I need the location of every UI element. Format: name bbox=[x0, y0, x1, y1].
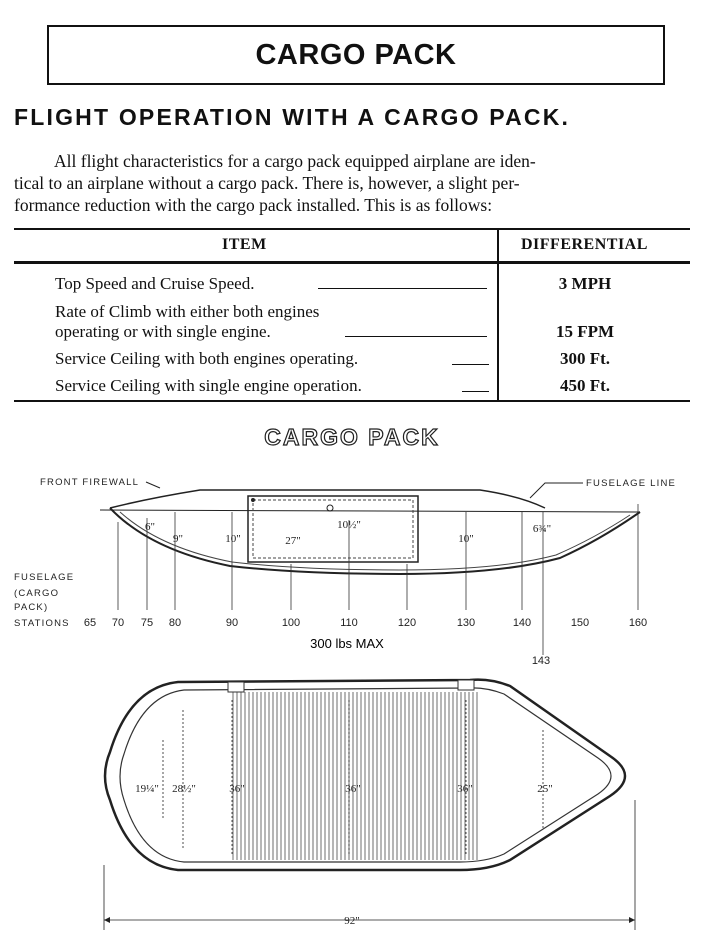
table-header-rule bbox=[14, 261, 690, 264]
table-row-item: Service Ceiling with single engine operation. bbox=[55, 376, 362, 395]
leader-line bbox=[452, 364, 489, 365]
table-row-value: 450 Ft. bbox=[559, 376, 611, 395]
leader-line bbox=[318, 288, 487, 289]
diagram-title: CARGO PACK bbox=[264, 424, 440, 450]
station-number: 75 bbox=[140, 617, 154, 629]
width-dimension: 28½" bbox=[172, 783, 196, 795]
side-dimension: 6" bbox=[145, 521, 155, 533]
table-row-item-continued: operating or with single engine. bbox=[55, 322, 271, 341]
side-dimension: 10" bbox=[458, 533, 474, 545]
width-dimension: 19¼" bbox=[135, 783, 159, 795]
station-number: 100 bbox=[281, 617, 301, 629]
fuselage-line-label: FUSELAGE LINE bbox=[586, 478, 677, 489]
table-row-value: 3 MPH bbox=[558, 274, 612, 293]
table-top-rule bbox=[14, 228, 690, 230]
front-firewall-label: FRONT FIREWALL bbox=[40, 477, 140, 488]
side-dimension: 10" bbox=[225, 533, 241, 545]
side-dimension: 9" bbox=[173, 533, 183, 545]
intro-line: tical to an airplane without a cargo pack. There is, however, a slight per- bbox=[14, 173, 520, 193]
stations-label: FUSELAGE bbox=[14, 572, 75, 583]
width-dimension: 25" bbox=[537, 783, 553, 795]
side-dimension: 6¾" bbox=[532, 523, 552, 535]
cargo-pack-diagram bbox=[0, 460, 704, 938]
table-row-item: Top Speed and Cruise Speed. bbox=[55, 274, 255, 293]
station-number: 70 bbox=[111, 617, 125, 629]
station-number: 65 bbox=[83, 617, 97, 629]
side-dimension: 10½" bbox=[337, 519, 361, 531]
stations-label: PACK) bbox=[14, 602, 49, 613]
stations-label: STATIONS bbox=[14, 618, 70, 629]
station-number: 90 bbox=[225, 617, 239, 629]
leader-line bbox=[462, 391, 489, 392]
fuselage-contour bbox=[110, 490, 545, 508]
table-bottom-rule bbox=[14, 400, 690, 402]
station-number: 80 bbox=[168, 617, 182, 629]
overall-length-label: 92" bbox=[344, 915, 360, 927]
fuselage-line bbox=[100, 510, 640, 512]
station-number: 120 bbox=[397, 617, 417, 629]
max-load-note: 300 lbs MAX bbox=[310, 636, 384, 651]
top-view bbox=[104, 680, 635, 930]
station-number: 150 bbox=[570, 617, 590, 629]
intro-paragraph bbox=[14, 150, 690, 216]
station-number: 130 bbox=[456, 617, 476, 629]
stations-label: (CARGO bbox=[14, 588, 60, 599]
station-number: 160 bbox=[628, 617, 648, 629]
side-dimension: 27" bbox=[285, 535, 301, 547]
column-header-differential: DIFFERENTIAL bbox=[521, 236, 648, 253]
page-title: CARGO PACK bbox=[255, 39, 457, 71]
intro-line: All flight characteristics for a cargo pack equipped airplane are iden- bbox=[54, 151, 536, 171]
station-143-label: 143 bbox=[531, 655, 551, 667]
ribbed-floor bbox=[230, 692, 480, 860]
pack-profile bbox=[110, 508, 640, 574]
column-header-item: ITEM bbox=[222, 236, 267, 253]
table-row-item: Service Ceiling with both engines operating. bbox=[55, 349, 359, 368]
leader-line bbox=[345, 336, 487, 337]
access-door bbox=[248, 496, 418, 562]
table-row-item: Rate of Climb with either both engines bbox=[55, 302, 320, 321]
section-heading: FLIGHT OPERATION WITH A CARGO PACK. bbox=[14, 104, 571, 130]
station-number: 140 bbox=[512, 617, 532, 629]
table-row-value: 300 Ft. bbox=[559, 349, 611, 368]
side-view bbox=[100, 482, 640, 655]
station-number: 110 bbox=[340, 617, 358, 629]
table-column-divider bbox=[497, 228, 499, 402]
table-row-value: 15 FPM bbox=[555, 322, 615, 341]
intro-line: formance reduction with the cargo pack installed. This is as follows: bbox=[14, 195, 493, 215]
